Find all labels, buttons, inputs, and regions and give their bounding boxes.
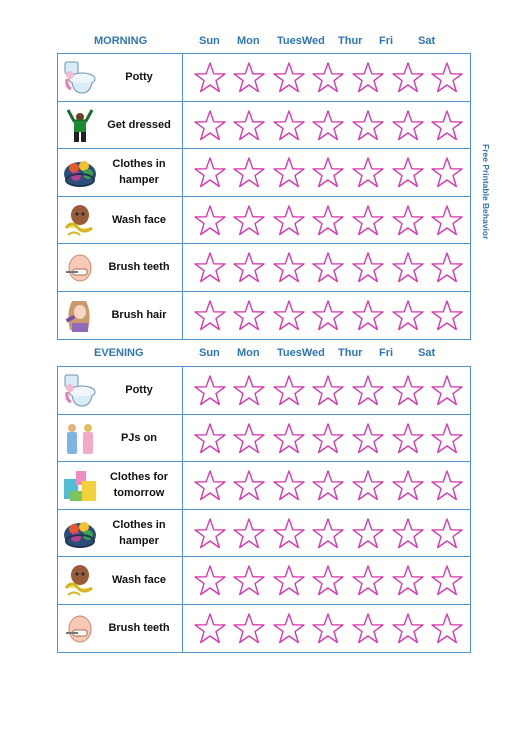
morning-header (58, 35, 474, 55)
star-icon[interactable] (232, 204, 266, 237)
toilet-icon (62, 372, 98, 409)
star-icon[interactable] (311, 612, 345, 645)
star-icon[interactable] (351, 156, 385, 189)
star-icon[interactable] (272, 251, 306, 284)
task-label: Get dressed (107, 118, 171, 131)
day-tueswed: TuesWed (277, 35, 325, 47)
star-cells (183, 197, 470, 244)
star-icon[interactable] (232, 156, 266, 189)
star-icon[interactable] (193, 299, 227, 332)
star-icon[interactable] (391, 299, 425, 332)
star-icon[interactable] (272, 109, 306, 142)
star-icon[interactable] (430, 156, 464, 189)
star-icon[interactable] (351, 204, 385, 237)
day-thur: Thur (338, 35, 363, 47)
day-sun: Sun (199, 347, 220, 359)
star-icon[interactable] (272, 204, 306, 237)
star-icon[interactable] (272, 299, 306, 332)
task-row (58, 462, 470, 510)
task-cell (58, 244, 183, 291)
task-row (58, 605, 470, 653)
day-tueswed: TuesWed (277, 347, 325, 359)
star-icon[interactable] (430, 469, 464, 502)
star-icon[interactable] (311, 109, 345, 142)
star-icon[interactable] (193, 517, 227, 550)
star-icon[interactable] (430, 422, 464, 455)
star-cells (183, 54, 470, 101)
task-row (58, 149, 470, 197)
star-icon[interactable] (391, 109, 425, 142)
star-icon[interactable] (311, 156, 345, 189)
task-cell (58, 292, 183, 340)
star-icon[interactable] (193, 109, 227, 142)
toilet-icon (62, 59, 98, 96)
task-row (58, 102, 470, 150)
star-icon[interactable] (193, 374, 227, 407)
task-cell (58, 197, 183, 244)
side-caption-text: Free Printable Behavior (481, 144, 491, 240)
star-icon[interactable] (272, 517, 306, 550)
day-mon: Mon (237, 347, 260, 359)
star-icon[interactable] (311, 564, 345, 597)
task-label: Wash face (111, 574, 166, 587)
morning-chart (57, 53, 471, 340)
star-icon[interactable] (430, 517, 464, 550)
task-row (58, 244, 470, 292)
task-label: Brush teeth (108, 261, 170, 274)
star-icon[interactable] (272, 61, 306, 94)
task-label: Potty (125, 384, 153, 397)
star-icon[interactable] (430, 374, 464, 407)
star-icon[interactable] (351, 422, 385, 455)
star-icon[interactable] (272, 469, 306, 502)
star-icon[interactable] (351, 612, 385, 645)
star-icon[interactable] (391, 422, 425, 455)
evening-chart (57, 366, 471, 653)
star-icon[interactable] (311, 251, 345, 284)
task-row (58, 367, 470, 415)
star-icon[interactable] (193, 204, 227, 237)
star-cells (183, 605, 470, 653)
star-icon[interactable] (351, 469, 385, 502)
star-icon[interactable] (311, 299, 345, 332)
star-icon[interactable] (351, 251, 385, 284)
evening-header (58, 347, 474, 367)
hairbrushing-icon (62, 297, 98, 334)
toothbrushing-icon (62, 249, 98, 286)
pajamas-icon (62, 420, 98, 457)
star-icon[interactable] (193, 422, 227, 455)
star-icon[interactable] (430, 612, 464, 645)
star-icon[interactable] (272, 156, 306, 189)
star-icon[interactable] (430, 61, 464, 94)
star-icon[interactable] (272, 422, 306, 455)
face-washing-icon (62, 202, 98, 239)
star-cells (183, 149, 470, 196)
task-label: Potty (125, 71, 153, 84)
star-icon[interactable] (232, 61, 266, 94)
star-icon[interactable] (311, 374, 345, 407)
child-dressing-icon (62, 107, 98, 144)
star-cells (183, 462, 470, 509)
star-icon[interactable] (272, 374, 306, 407)
star-icon[interactable] (193, 612, 227, 645)
star-icon[interactable] (232, 251, 266, 284)
star-icon[interactable] (391, 564, 425, 597)
day-sun: Sun (199, 35, 220, 47)
task-cell (58, 510, 183, 557)
task-cell (58, 605, 183, 653)
star-icon[interactable] (391, 251, 425, 284)
day-sat: Sat (418, 35, 436, 47)
star-icon[interactable] (193, 564, 227, 597)
star-cells (183, 367, 470, 414)
task-row (58, 557, 470, 605)
task-label: Wash face (111, 213, 166, 226)
star-cells (183, 557, 470, 604)
task-cell (58, 102, 183, 149)
star-icon[interactable] (193, 156, 227, 189)
day-thur: Thur (338, 347, 363, 359)
star-icon[interactable] (430, 204, 464, 237)
star-icon[interactable] (232, 517, 266, 550)
star-icon[interactable] (311, 517, 345, 550)
task-label: PJs on (120, 431, 158, 444)
star-cells (183, 292, 470, 340)
star-icon[interactable] (391, 612, 425, 645)
task-row (58, 197, 470, 245)
star-icon[interactable] (272, 564, 306, 597)
task-label: Clothes for tomorrow (109, 471, 169, 500)
task-cell (58, 557, 183, 604)
star-icon[interactable] (430, 109, 464, 142)
star-icon[interactable] (232, 469, 266, 502)
clothes-icon (62, 467, 98, 504)
day-mon: Mon (237, 35, 260, 47)
task-cell (58, 54, 183, 101)
task-row (58, 415, 470, 463)
star-icon[interactable] (311, 61, 345, 94)
star-icon[interactable] (351, 564, 385, 597)
star-icon[interactable] (311, 204, 345, 237)
star-icon[interactable] (232, 109, 266, 142)
star-icon[interactable] (391, 517, 425, 550)
star-icon[interactable] (351, 109, 385, 142)
star-icon[interactable] (311, 469, 345, 502)
face-washing-icon (62, 562, 98, 599)
day-fri: Fri (379, 347, 394, 359)
task-cell (58, 415, 183, 462)
star-icon[interactable] (391, 156, 425, 189)
task-row (58, 510, 470, 558)
star-icon[interactable] (391, 374, 425, 407)
star-icon[interactable] (311, 422, 345, 455)
star-icon[interactable] (193, 251, 227, 284)
star-icon[interactable] (351, 374, 385, 407)
laundry-hamper-icon (62, 154, 98, 191)
task-label: Clothes in hamper (112, 158, 166, 187)
toothbrushing-icon (62, 610, 98, 647)
star-icon[interactable] (232, 564, 266, 597)
morning-title: MORNING (94, 35, 148, 47)
star-icon[interactable] (232, 612, 266, 645)
star-icon[interactable] (391, 469, 425, 502)
task-label: Clothes in hamper (112, 518, 166, 547)
star-icon[interactable] (193, 61, 227, 94)
star-icon[interactable] (232, 422, 266, 455)
evening-title: EVENING (94, 347, 144, 359)
task-row (58, 54, 470, 102)
star-cells (183, 510, 470, 557)
day-fri: Fri (379, 35, 394, 47)
star-icon[interactable] (391, 61, 425, 94)
side-caption (479, 144, 493, 244)
task-cell (58, 367, 183, 414)
task-row (58, 292, 470, 340)
star-icon[interactable] (272, 612, 306, 645)
task-cell (58, 149, 183, 196)
task-label: Brush hair (111, 309, 167, 322)
task-label: Brush teeth (108, 622, 170, 635)
star-icon[interactable] (232, 299, 266, 332)
star-icon[interactable] (351, 517, 385, 550)
star-icon[interactable] (391, 204, 425, 237)
star-icon[interactable] (193, 469, 227, 502)
laundry-hamper-icon (62, 515, 98, 552)
star-cells (183, 244, 470, 291)
star-icon[interactable] (351, 61, 385, 94)
star-icon[interactable] (430, 251, 464, 284)
star-icon[interactable] (430, 299, 464, 332)
star-icon[interactable] (232, 374, 266, 407)
star-cells (183, 415, 470, 462)
star-icon[interactable] (351, 299, 385, 332)
day-sat: Sat (418, 347, 436, 359)
task-cell (58, 462, 183, 509)
star-icon[interactable] (430, 564, 464, 597)
star-cells (183, 102, 470, 149)
